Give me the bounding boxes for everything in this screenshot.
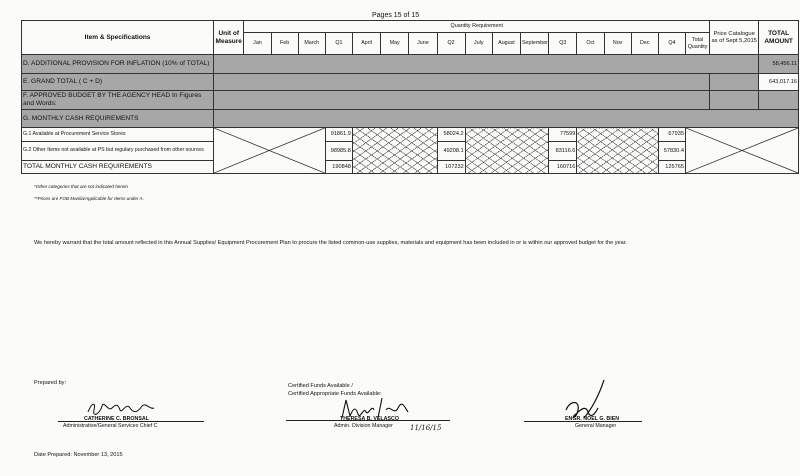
crossed-cell-jul-sep [465,128,549,174]
crossed-cell-jan-mar [214,128,326,174]
cell-g2-q1: 98985.8 [325,142,352,161]
cell-g1-q1: 91861.9 [325,128,352,142]
row-d-shade [214,55,759,74]
row-f-shade [214,91,710,110]
header-unit: Unit of Measure [214,21,244,55]
header-price-catalogue: Price Catalogue as of Sept 5,2015 [710,21,759,55]
header-month: Feb [271,33,298,55]
header-month: Q4 [658,33,685,55]
row-d-label: D. ADDITIONAL PROVISION FOR INFLATION (10% of TOTAL) [22,55,214,74]
approved-position: General Manager [575,423,617,429]
cell-g1-q3: 77599 [549,128,577,142]
crossed-cell-oct-dec [577,128,658,174]
cell-total-q4: 125765 [658,161,685,174]
prepared-signature [86,398,156,418]
certified-label-2: Certified Appropriate Funds Available: [288,391,382,397]
cell-g2-q2: 49208.1 [437,142,465,161]
cell-total-q1: 190848 [325,161,352,174]
cell-g1-q2: 58024.2 [437,128,465,142]
header-month: June [409,33,437,55]
header-month: September [521,33,549,55]
cell-g1-q4: 67935 [658,128,685,142]
prepared-position: Administrative/General Services Chief C [63,423,158,429]
procurement-table [21,20,799,174]
prepared-name: CATHERINE C. BRONSAL [84,416,149,422]
row-f-shade-3 [759,91,799,110]
header-month: Q1 [325,33,352,55]
cell-g2-q3: 83116.6 [549,142,577,161]
header-month: August [492,33,520,55]
header-quantity-requirement: Quantity Requirement [244,21,710,33]
row-e-label: E. GRAND TOTAL ( C + D) [22,74,214,91]
crossed-cell-apr-jun [352,128,437,174]
warrant-statement: We hereby warrant that the total amount reflected in this Annual Supplies/ Equipment Procurement Plan to procure the listed common-use supplies, materials and equipment has been included in or is within our approved budget for the year. [34,240,627,246]
header-month: Q2 [437,33,465,55]
page-number: Pages 15 of 15 [372,12,420,19]
header-month: July [465,33,492,55]
crossed-cell-totals [685,128,798,174]
certified-date: 11/16/15 [410,424,442,432]
header-month: Nov [604,33,631,55]
header-month: April [352,33,380,55]
row-g1-label: G.1 Available at Procurement Service Stores [22,128,214,142]
certified-label-1: Certified Funds Available / [288,383,353,389]
header-month: Dec [631,33,658,55]
header-month: Oct [577,33,604,55]
note-prices-fob: **Prices are FOB Manila/Applicable for Items under A. [34,196,144,201]
row-f-shade-2 [710,91,759,110]
prepared-by-label: Prepared by: [34,380,67,386]
approved-name: ENGR. NOEL G. BIEN [565,416,620,422]
header-month: Jan [244,33,271,55]
cell-total-q2: 107232 [437,161,465,174]
row-e-shade-2 [710,74,759,91]
header-month: May [381,33,409,55]
header-month: Q3 [549,33,577,55]
row-e-shade [214,74,710,91]
row-e-amount: 643,017.16 [759,74,799,91]
header-item: Item & Specifications [22,21,214,55]
note-other-categories: *Other categories that are not indicated herein [34,184,128,189]
row-d-amount: 58,456.11 [759,55,799,74]
header-total-amount: TOTAL AMOUNT [759,21,799,55]
date-prepared: Date Prepared: November 13, 2015 [34,452,123,458]
row-g2-label: G.2 Other Items not available at PS but regulary purchased from other sources [22,142,214,161]
row-f-label: F. APPROVED BUDGET BY THE AGENCY HEAD In Figures and Words: [22,91,214,110]
cell-g2-q4: 57830.4 [658,142,685,161]
header-month: Total Quantity [685,33,709,55]
row-g-shade [214,110,799,128]
cell-total-q3: 160716 [549,161,577,174]
certified-name: THERESA B. VELASCO [340,416,399,422]
row-g-label: G. MONTHLY CASH REQUIREMENTS [22,110,214,128]
row-total-label: TOTAL MONTHLY CASH REQUIREMENTS [22,161,214,174]
certified-position: Admin. Division Manager [334,423,393,429]
header-month: March [298,33,325,55]
